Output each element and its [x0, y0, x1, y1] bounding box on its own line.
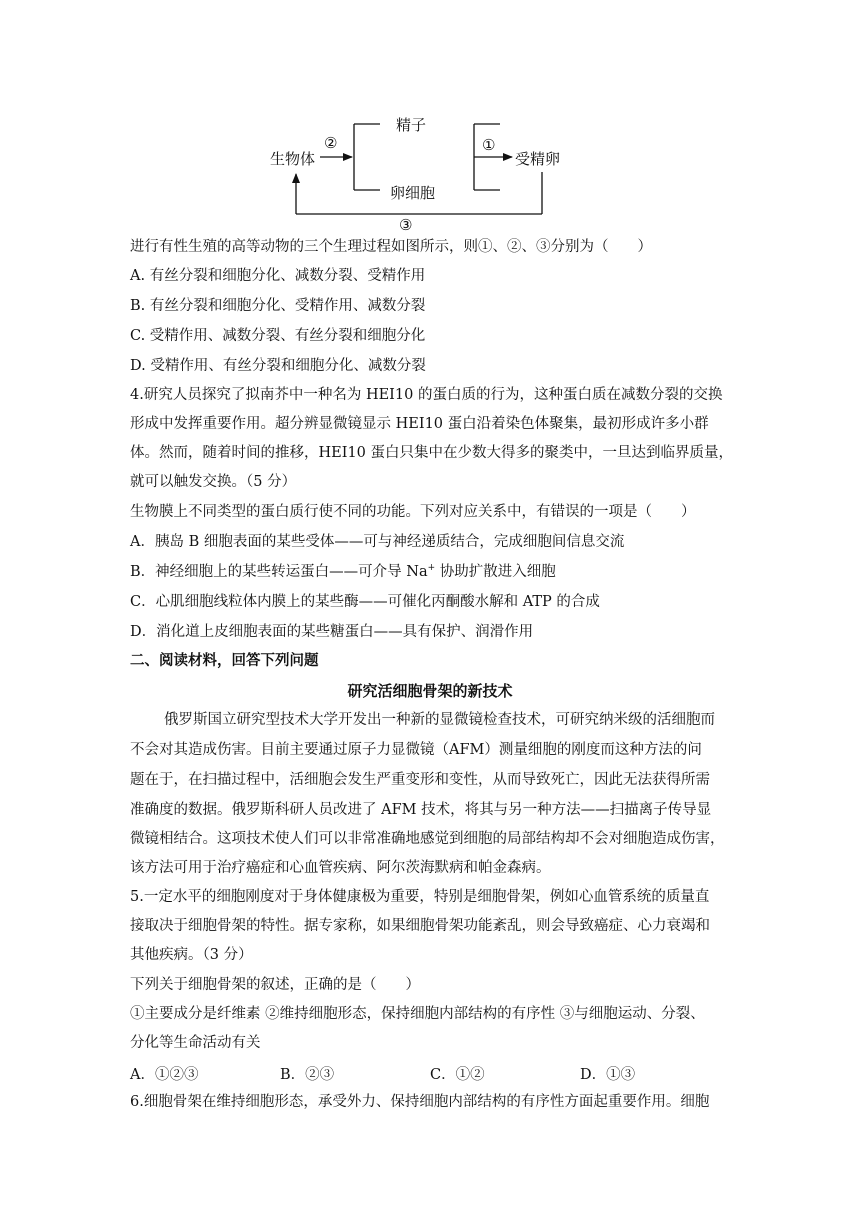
- q5-stem: 下列关于细胞骨架的叙述，正确的是（ ）: [130, 977, 420, 993]
- q3-option-c: C. 受精作用、减数分裂、有丝分裂和细胞分化: [130, 328, 426, 344]
- q5-statements: ①主要成分是纤维素 ②维持细胞形态，保持细胞内部结构的有序性 ③与细胞运动、分裂、: [130, 1006, 705, 1022]
- q4-line-3: 体。然而，随着时间的推移，HEI10 蛋白只集中在少数大得多的聚类中，一旦达到临界质量，: [130, 445, 734, 461]
- q4-option-b: B．神经细胞上的某些转运蛋白——可介导 Na+ 协助扩散进入细胞: [130, 563, 556, 580]
- marker-1: ①: [482, 136, 496, 154]
- q4-option-a: A．胰岛 B 细胞表面的某些受体——可与神经递质结合，完成细胞间信息交流: [130, 534, 625, 550]
- q3-option-d: D. 受精作用、有丝分裂和细胞分化、减数分裂: [130, 358, 426, 374]
- egg-label: 卵细胞: [390, 184, 436, 202]
- q6-line-1: 6.细胞骨架在维持细胞形态，承受外力、保持细胞内部结构的有序性方面起重要作用。细胞: [130, 1094, 710, 1110]
- reproduction-cycle-diagram: [262, 104, 582, 236]
- organism-label: 生物体: [270, 150, 316, 168]
- section-2-heading: 二、阅读材料，回答下列问题: [130, 653, 319, 669]
- q4-option-d: D．消化道上皮细胞表面的某些糖蛋白——具有保护、润滑作用: [130, 624, 534, 640]
- passage-line-3: 题在于，在扫描过程中，活细胞会发生严重变形和变性，从而导致死亡，因此无法获得所需: [130, 772, 710, 788]
- q4-line-2: 形成中发挥重要作用。超分辨显微镜显示 HEI10 蛋白沿着染色体聚集，最初形成许多小群: [130, 416, 709, 432]
- passage-line-4: 准确度的数据。俄罗斯科研人员改进了 AFM 技术，将其与另一种方法——扫描离子传导显: [130, 802, 712, 818]
- q4-stem: 生物膜上不同类型的蛋白质行使不同的功能。下列对应关系中，有错误的一项是（ ）: [130, 504, 696, 520]
- q5-line-1: 5.一定水平的细胞刚度对于身体健康极为重要，特别是细胞骨架，例如心血管系统的质量直: [130, 889, 710, 905]
- passage-line-6: 该方法可用于治疗癌症和心血管疾病、阿尔茨海默病和帕金森病。: [130, 860, 551, 876]
- q3-option-a: A. 有丝分裂和细胞分化、减数分裂、受精作用: [130, 268, 426, 284]
- q5-statements-cont: 分化等生命活动有关: [130, 1035, 261, 1051]
- q5-line-3: 其他疾病。（3 分）: [130, 947, 253, 963]
- zygote-label: 受精卵: [515, 150, 561, 168]
- q5-option-a: A．①②③: [130, 1067, 199, 1083]
- q4-option-c: C．心肌细胞线粒体内膜上的某些酶——可催化丙酮酸水解和 ATP 的合成: [130, 594, 600, 610]
- passage-title: 研究活细胞骨架的新技术: [347, 682, 513, 700]
- q3-option-b: B. 有丝分裂和细胞分化、受精作用、减数分裂: [130, 298, 426, 314]
- passage-line-1: 俄罗斯国立研究型技术大学开发出一种新的显微镜检查技术，可研究纳米级的活细胞而: [164, 712, 715, 728]
- passage-line-2: 不会对其造成伤害。目前主要通过原子力显微镜（AFM）测量细胞的刚度而这种方法的问: [130, 742, 702, 758]
- q5-option-c: C．①②: [430, 1067, 485, 1083]
- sperm-label: 精子: [396, 116, 427, 134]
- q5-option-d: D．①③: [580, 1067, 636, 1083]
- q5-line-2: 接取决于细胞骨架的特性。据专家称，如果细胞骨架功能紊乱，则会导致癌症、心力衰竭和: [130, 918, 710, 934]
- q3-stem: 进行有性生殖的高等动物的三个生理过程如图所示，则①、②、③分别为（ ）: [130, 239, 652, 255]
- marker-2: ②: [324, 134, 338, 152]
- passage-line-5: 微镜相结合。这项技术使人们可以非常准确地感觉到细胞的局部结构却不会对细胞造成伤害，: [130, 831, 725, 847]
- marker-3: ③: [399, 216, 413, 234]
- q5-option-b: B．②③: [280, 1067, 335, 1083]
- q4-line-4: 就可以触发交换。（5 分）: [130, 474, 297, 490]
- q4-line-1: 4.研究人员探究了拟南芥中一种名为 HEI10 的蛋白质的行为，这种蛋白质在减数分裂的交换: [130, 387, 723, 403]
